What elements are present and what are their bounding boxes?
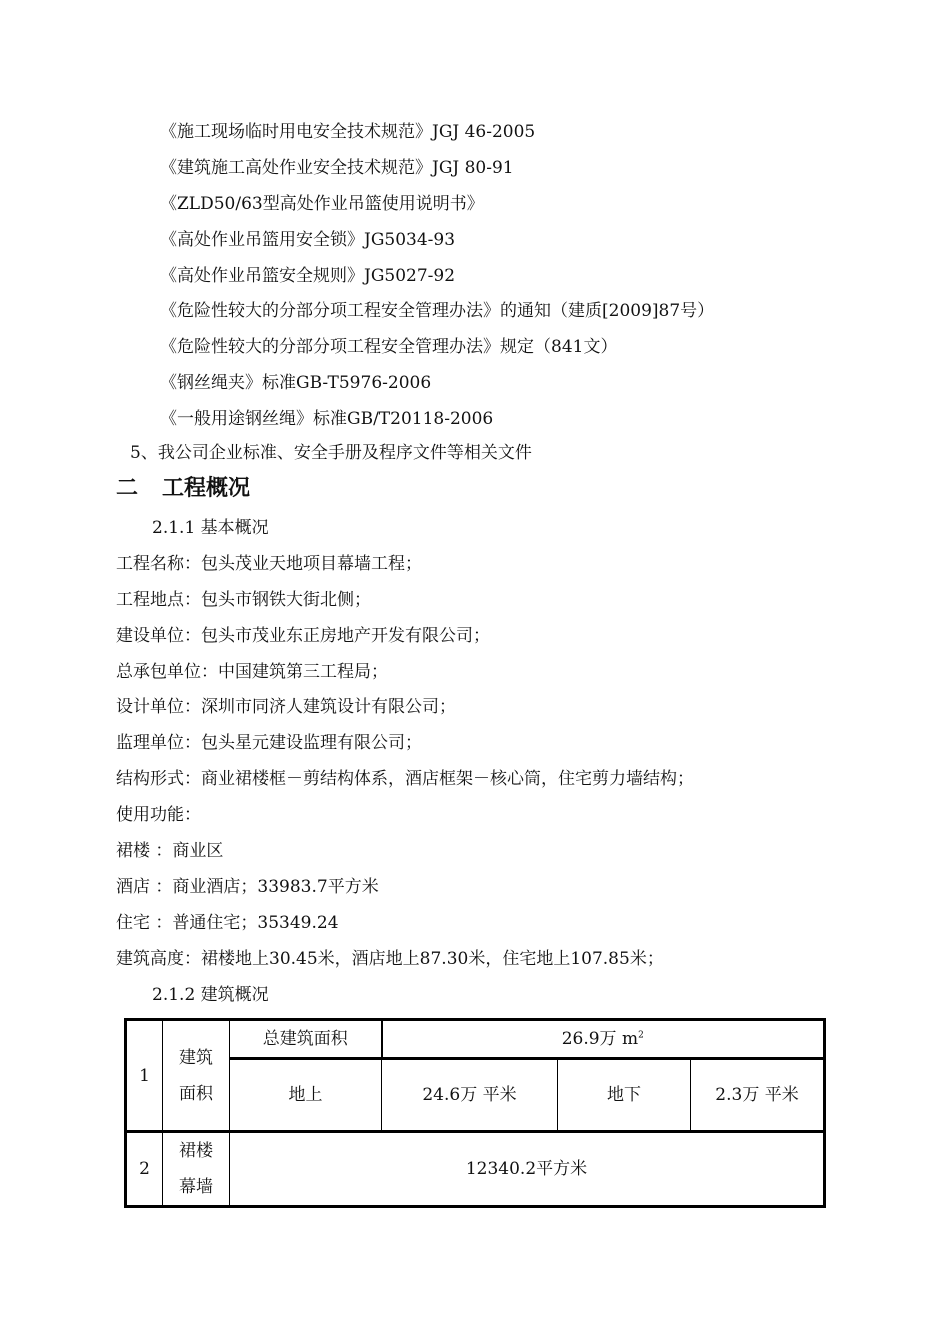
above-ground-label: 地上 — [230, 1059, 382, 1132]
overview-line: 工程地点：包头市钢铁大街北侧； — [116, 590, 371, 610]
overview-line: 工程名称：包头茂业天地项目幕墙工程； — [116, 554, 422, 574]
reference-item: 《建筑施工高处作业安全技术规范》JGJ 80-91 — [160, 158, 514, 178]
reference-item: 《ZLD50/63型高处作业吊篮使用说明书》 — [160, 194, 484, 214]
total-area-number: 26.9万 m — [561, 1029, 639, 1049]
subsection-heading: 2.1.1 基本概况 — [152, 518, 269, 538]
overview-line: 监理单位：包头星元建设监理有限公司； — [116, 733, 422, 753]
row-label-line: 建筑 — [179, 1047, 213, 1068]
below-ground-label: 地下 — [558, 1059, 691, 1132]
reference-item: 《高处作业吊篮安全规则》JG5027-92 — [160, 266, 456, 286]
reference-item: 《一般用途钢丝绳》标准GB/T20118-2006 — [160, 409, 494, 429]
podium-curtain-wall-area: 12340.2平方米 — [230, 1132, 825, 1207]
reference-item: 《钢丝绳夹》标准GB-T5976-2006 — [160, 373, 432, 393]
overview-line: 设计单位：深圳市同济人建筑设计有限公司； — [116, 697, 456, 717]
section-number: 二 — [116, 476, 139, 501]
list-item-5: 5、我公司企业标准、安全手册及程序文件等相关文件 — [130, 443, 532, 463]
total-area-value — [382, 1020, 825, 1059]
overview-line: 裙楼 ：商业区 — [116, 841, 224, 861]
row-number: 1 — [126, 1020, 163, 1132]
reference-item: 《施工现场临时用电安全技术规范》JGJ 46-2005 — [160, 122, 536, 142]
above-ground-value: 24.6万 平米 — [382, 1059, 558, 1132]
row-label — [163, 1020, 230, 1132]
subsection-heading: 2.1.2 建筑概况 — [152, 985, 269, 1005]
building-overview-table — [124, 1018, 826, 1208]
row-label-line: 面积 — [179, 1083, 213, 1104]
section-title: 工程概况 — [162, 476, 251, 501]
overview-line: 总承包单位：中国建筑第三工程局； — [116, 662, 388, 682]
total-area-label: 总建筑面积 — [230, 1020, 382, 1059]
table-row — [126, 1020, 825, 1059]
section-heading — [116, 476, 250, 502]
overview-line: 住宅 ：普通住宅；35349.24 — [116, 913, 339, 933]
row-label-line: 幕墙 — [179, 1177, 213, 1197]
reference-item: 《危险性较大的分部分项工程安全管理办法》规定（841文） — [160, 337, 618, 357]
overview-line: 建设单位：包头市茂业东正房地产开发有限公司； — [116, 626, 490, 646]
overview-line: 建筑高度：裙楼地上30.45米，酒店地上87.30米，住宅地上107.85米； — [116, 949, 664, 969]
reference-item: 《危险性较大的分部分项工程安全管理办法》的通知（建质[2009]87号） — [160, 301, 715, 321]
reference-item: 《高处作业吊篮用安全锁》JG5034-93 — [160, 230, 456, 250]
table-row — [126, 1059, 825, 1132]
overview-line: 使用功能： — [116, 805, 201, 825]
table-row — [126, 1132, 825, 1207]
overview-line: 结构形式：商业裙楼框－剪结构体系，酒店框架－核心筒，住宅剪力墙结构； — [116, 769, 694, 789]
overview-line: 酒店 ：商业酒店；33983.7平方米 — [116, 877, 379, 897]
below-ground-value: 2.3万 平米 — [691, 1059, 825, 1132]
unit-superscript: 2 — [638, 1030, 644, 1041]
row-label-line: 裙楼 — [179, 1141, 213, 1161]
row-number: 2 — [126, 1132, 163, 1207]
row-label — [163, 1132, 230, 1207]
